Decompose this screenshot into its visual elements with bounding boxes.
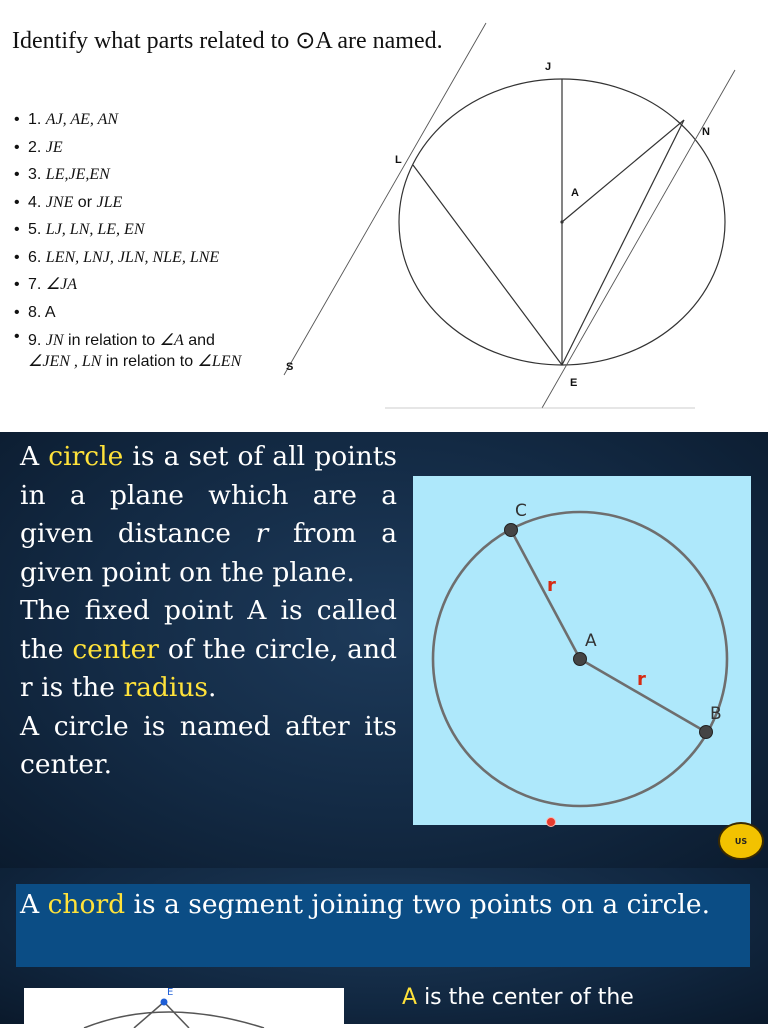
chord-figure-arc — [84, 1012, 264, 1028]
label-r-upper: r — [547, 575, 556, 596]
chord-le — [413, 165, 562, 365]
term-chord: chord — [47, 889, 126, 920]
chord-figure-line-right — [164, 1002, 189, 1028]
label-a: A — [585, 631, 597, 651]
pointer-dot — [546, 817, 556, 827]
term-radius: radius — [123, 672, 209, 703]
chord-figure-label-e: E — [167, 988, 174, 998]
answer-item: • 3. LE,JE,EN — [14, 161, 241, 189]
answer-item: • 1. AJ, AE, AN — [14, 106, 241, 134]
definition-text: A circle is a set of all points in a plane which are a given distance r from a given point on the plane. The fixed point A is called the center of the circle, and r is the radius. A circle is named after its center. — [20, 441, 397, 780]
point-label-a: A — [571, 187, 579, 199]
point-a — [574, 653, 587, 666]
slide-circle-definition — [0, 432, 768, 868]
secant-line-left — [284, 23, 486, 375]
answer-item: • 2. JE — [14, 134, 241, 162]
chord-en — [562, 120, 684, 365]
circle-radius-figure — [413, 476, 751, 825]
slide-parts-of-circle — [0, 0, 768, 432]
tangent-line-right — [542, 70, 735, 408]
answer-item: • 7. ∠JA — [14, 271, 241, 299]
label-c: C — [515, 501, 527, 521]
radius-an — [562, 120, 684, 222]
center-caption: A is the center of the — [402, 985, 634, 1010]
point-label-e: E — [570, 377, 578, 389]
school-logo: US — [718, 822, 764, 860]
circle-diagram-top — [270, 15, 750, 425]
slide-chord-definition — [0, 868, 768, 1024]
point-label-s: S — [286, 361, 294, 373]
center-point — [560, 220, 563, 223]
answer-item: • 4. JNE or JLE — [14, 189, 241, 217]
answer-item: • 9. JN in relation to ∠A and ∠JEN , LN in relation to ∠LEN — [14, 326, 241, 372]
answer-list — [14, 106, 241, 372]
term-center: center — [72, 633, 159, 665]
slide-title: Identify what parts related to ⊙A are named. — [12, 28, 443, 54]
term-circle: circle — [48, 441, 124, 472]
answer-item: • 5. LJ, LN, LE, EN — [14, 216, 241, 244]
chord-definition-box — [16, 884, 750, 967]
point-b — [700, 726, 713, 739]
chord-figure-line-left — [134, 1002, 164, 1028]
answer-item: • 8. A — [14, 299, 241, 327]
chord-definition-text: A chord is a segment joining two points on a circle. — [20, 889, 710, 920]
point-label-n: N — [702, 126, 710, 138]
point-c — [505, 524, 518, 537]
radius-ca — [511, 530, 580, 659]
chord-figure-point-e — [161, 999, 168, 1006]
point-label-j: J — [545, 61, 552, 73]
chord-figure — [24, 988, 344, 1028]
answer-item: • 6. LEN, LNJ, JLN, NLE, LNE — [14, 244, 241, 272]
label-r-lower: r — [637, 669, 646, 690]
point-label-l: L — [395, 154, 402, 166]
label-b: B — [710, 704, 722, 724]
